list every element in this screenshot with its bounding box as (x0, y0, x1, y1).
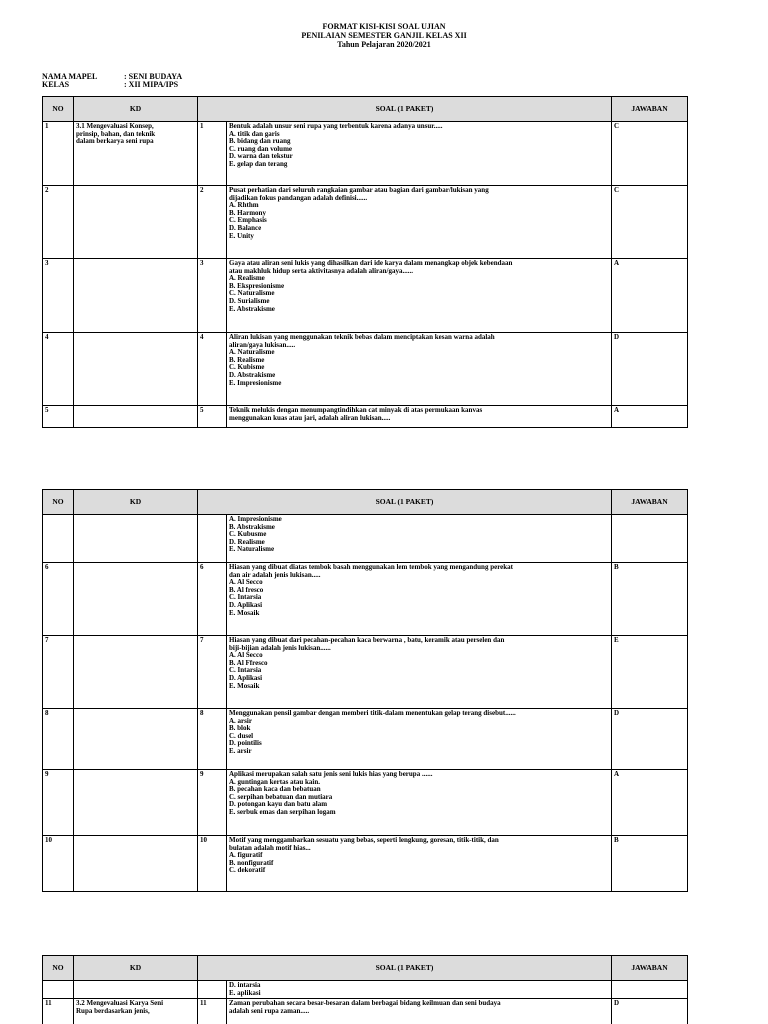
question-text-line: E. Naturalisme (229, 545, 275, 554)
question-text-line: D. Aplikasi (229, 600, 263, 609)
column-header-soal: SOAL (1 PAKET) (198, 97, 612, 122)
question-number: 9 (198, 770, 227, 836)
competency-cell (74, 186, 198, 259)
competency-cell (74, 563, 198, 636)
question-number: 8 (198, 709, 227, 770)
question-text-line: A. Al Secco (229, 651, 263, 660)
question-text-line: E. Unity (229, 231, 254, 240)
question-cell (227, 333, 612, 406)
question-row (43, 259, 688, 333)
question-text-line: B. Al Ffresco (229, 658, 268, 667)
question-cell (227, 836, 612, 892)
question-number: 11 (198, 999, 227, 1024)
question-text-line: A. guntingan kertas atau kain. (229, 777, 321, 786)
question-cell (227, 122, 612, 186)
question-row (43, 709, 688, 770)
question-text-line: D. Surialisme (229, 296, 270, 305)
question-text-line: A. Realisme (229, 274, 265, 283)
question-row (43, 515, 688, 563)
question-row (43, 770, 688, 836)
column-header-jawaban: JAWABAN (612, 956, 688, 981)
question-text-line: D. potongan kayu dan batu alam (229, 800, 328, 809)
row-number: 9 (43, 770, 74, 836)
question-text-line: E. gelap dan terang (229, 159, 288, 168)
question-text-line: D. Abstrakisme (229, 370, 276, 379)
question-text-line: aliran/gaya lukisan..... (229, 340, 296, 349)
header-subtitle: PENILAIAN SEMESTER GANJIL KELAS XII (301, 31, 467, 40)
meta-label: KELAS (42, 80, 70, 89)
competency-cell (74, 515, 198, 563)
question-text-line: A. Rhthm (229, 201, 259, 210)
question-text-line: Pusat perhatian dari seluruh rangkaian gambar atau bagian dari gambar/lukisan yang (229, 186, 489, 194)
column-header-no: NO (43, 956, 74, 981)
question-text-line: B. Harmony (229, 208, 266, 217)
question-text-line: C. Intarsia (229, 666, 262, 675)
question-number: 1 (198, 122, 227, 186)
competency-text-line: dalam berkarya seni rupa (76, 137, 154, 146)
question-number: 2 (198, 186, 227, 259)
question-row (43, 636, 688, 709)
question-cell (227, 259, 612, 333)
header-year: Tahun Pelajaran 2020/2021 (337, 40, 431, 49)
header-title: FORMAT KISI-KISI SOAL UJIAN (322, 22, 446, 31)
question-row (43, 836, 688, 892)
column-header-soal: SOAL (1 PAKET) (198, 956, 612, 981)
row-number: 4 (43, 333, 74, 406)
row-number: 1 (43, 122, 74, 186)
question-text-line: dijadikan fokus pandangan adalah definisi...... (229, 193, 368, 202)
column-header-kd: KD (74, 956, 198, 981)
question-text-line: A. Al Secco (229, 578, 263, 587)
row-number: 3 (43, 259, 74, 333)
question-row (43, 406, 688, 428)
question-text-line: A. Impresionisme (229, 515, 282, 523)
column-header-jawaban: JAWABAN (612, 97, 688, 122)
question-text-line: C. Emphasis (229, 216, 267, 225)
question-text-line: Menggunakan pensil gambar dengan memberi titik-dalam menentukan gelap terang disebut...... (229, 709, 516, 717)
question-text-line: Motif yang menggambarkan sesuatu yang bebas, seperti lengkung, goresan, titik-titik, dan (229, 836, 499, 844)
question-text-line: E. aplikasi (229, 988, 261, 997)
row-number: 11 (43, 999, 74, 1024)
question-cell (227, 186, 612, 259)
meta-label: NAMA MAPEL (42, 72, 98, 81)
question-text-line: E. serbuk emas dan serpihan logam (229, 807, 336, 816)
question-text-line: C. Intarsia (229, 593, 262, 602)
question-text-line: Aliran lukisan yang menggunakan teknik bebas dalam menciptakan kesan warna adalah (229, 333, 495, 341)
question-text-line: D. Balance (229, 223, 262, 232)
column-header-jawaban: JAWABAN (612, 490, 688, 515)
answer-key: C (612, 122, 688, 186)
answer-key: A (612, 770, 688, 836)
document-header (0, 22, 768, 49)
question-cell (227, 981, 612, 999)
question-text-line: D. pointilis (229, 739, 262, 748)
question-text-line: A. titik dan garis (229, 129, 280, 138)
question-text-line: B. pecahan kaca dan bebatuan (229, 785, 321, 794)
table-header-row (43, 97, 688, 122)
column-header-no: NO (43, 490, 74, 515)
question-text-line: E. Impresionisme (229, 378, 282, 387)
competency-cell (74, 981, 198, 999)
question-text-line: Bentuk adalah unsur seni rupa yang terbentuk karena adanya unsur..... (229, 122, 443, 130)
question-grid-table (42, 955, 688, 1024)
competency-text-line: 3.2 Mengevaluasi Karya Seni (76, 999, 164, 1008)
competency-cell (74, 333, 198, 406)
row-number (43, 981, 74, 999)
question-text-line: B. Al fresco (229, 585, 264, 594)
question-cell (227, 999, 612, 1024)
answer-key: E (612, 636, 688, 709)
question-text-line: A. figuratif (229, 851, 263, 860)
question-text-line: E. Abstrakisme (229, 304, 275, 313)
question-text-line: Hiasan yang dibuat dari pecahan-pecahan kaca berwarna , batu, keramik atau perselen dan (229, 636, 505, 644)
subject-info (42, 73, 182, 89)
question-text-line: B. Realisme (229, 355, 265, 364)
question-cell (227, 515, 612, 563)
question-row (43, 563, 688, 636)
competency-cell (74, 999, 198, 1024)
question-row (43, 186, 688, 259)
answer-key (612, 515, 688, 563)
meta-row-class (42, 81, 182, 89)
competency-cell (74, 636, 198, 709)
question-text-line: Zaman perubahan secara besar-besaran dalam berbagai bidang keilmuan dan seni budaya (229, 999, 501, 1008)
question-cell (227, 709, 612, 770)
row-number: 5 (43, 406, 74, 428)
question-text-line: menggunakan kuas atau jari, adalah aliran lukisan..... (229, 413, 391, 422)
row-number: 6 (43, 563, 74, 636)
question-row (43, 122, 688, 186)
question-text-line: B. Ekspresionisme (229, 281, 285, 290)
competency-cell (74, 259, 198, 333)
competency-cell (74, 709, 198, 770)
question-text-line: C. ruang dan volume (229, 144, 293, 153)
question-row (43, 999, 688, 1024)
question-text-line: C. Naturalisme (229, 289, 275, 298)
meta-value: : SENI BUDAYA (124, 72, 183, 81)
question-cell (227, 636, 612, 709)
question-number: 5 (198, 406, 227, 428)
question-number (198, 515, 227, 563)
answer-key: B (612, 563, 688, 636)
answer-key: A (612, 259, 688, 333)
column-header-kd: KD (74, 97, 198, 122)
question-text-line: A. Naturalisme (229, 348, 275, 357)
question-text-line: E. arsir (229, 746, 252, 755)
question-text-line: E. Mosaik (229, 681, 260, 690)
question-cell (227, 563, 612, 636)
competency-cell (74, 836, 198, 892)
question-number: 4 (198, 333, 227, 406)
question-cell (227, 770, 612, 836)
question-text-line: C. Kubusme (229, 530, 267, 539)
answer-key: B (612, 836, 688, 892)
row-number (43, 515, 74, 563)
question-text-line: D. intarsia (229, 981, 261, 989)
question-number: 7 (198, 636, 227, 709)
row-number: 2 (43, 186, 74, 259)
question-text-line: B. Abstrakisme (229, 522, 275, 531)
table-header-row (43, 956, 688, 981)
question-text-line: C. dusel (229, 731, 254, 740)
question-text-line: Hiasan yang dibuat diatas tembok basah menggunakan lem tembok yang mengandung perekat (229, 563, 514, 571)
answer-key: D (612, 999, 688, 1024)
answer-key: D (612, 333, 688, 406)
competency-cell (74, 770, 198, 836)
question-number: 10 (198, 836, 227, 892)
question-text-line: B. bidang dan ruang (229, 137, 291, 146)
question-text-line: biji-bijian adalah jenis lukisan...... (229, 643, 331, 652)
question-text-line: Teknik melukis dengan menumpangtindihkan cat minyak di atas permukaan kanvas (229, 406, 483, 414)
question-number: 6 (198, 563, 227, 636)
competency-text-line: prinsip, bahan, dan teknik (76, 129, 156, 138)
question-text-line: bulatan adalah motif hias... (229, 843, 311, 852)
question-cell (227, 406, 612, 428)
question-text-line: B. nonfiguratif (229, 858, 274, 867)
competency-text-line: 3.1 Mengevaluasi Konsep, (76, 122, 154, 130)
question-text-line: C. dekoratif (229, 866, 266, 875)
question-grid-table (42, 96, 688, 428)
question-text-line: adalah seni rupa zaman..... (229, 1006, 310, 1015)
row-number: 7 (43, 636, 74, 709)
question-row (43, 981, 688, 999)
question-text-line: C. Kubisme (229, 363, 265, 372)
question-text-line: D. warna dan tekstur (229, 152, 293, 161)
question-text-line: D. Realisme (229, 537, 265, 546)
answer-key (612, 981, 688, 999)
competency-text-line: Rupa berdasarkan jenis, (76, 1006, 150, 1015)
question-text-line: C. serpihan bebatuan dan mutiara (229, 792, 333, 801)
answer-key: A (612, 406, 688, 428)
competency-cell (74, 122, 198, 186)
question-row (43, 333, 688, 406)
competency-cell (74, 406, 198, 428)
answer-key: D (612, 709, 688, 770)
question-text-line: E. Mosaik (229, 608, 260, 617)
question-text-line: B. blok (229, 724, 251, 733)
meta-value: : XII MIPA/IPS (124, 80, 179, 89)
question-text-line: dan air adalah jenis lukisan..... (229, 570, 321, 579)
question-number (198, 981, 227, 999)
answer-key: C (612, 186, 688, 259)
column-header-soal: SOAL (1 PAKET) (198, 490, 612, 515)
table-header-row (43, 490, 688, 515)
question-text-line: Aplikasi merupakan salah satu jenis seni lukis hias yang berupa ...... (229, 770, 433, 778)
column-header-kd: KD (74, 490, 198, 515)
row-number: 10 (43, 836, 74, 892)
question-text-line: atau makhluk hidup serta aktivitasnya adalah aliran/gaya...... (229, 266, 413, 275)
row-number: 8 (43, 709, 74, 770)
question-text-line: D. Aplikasi (229, 673, 263, 682)
question-grid-table (42, 489, 688, 892)
question-number: 3 (198, 259, 227, 333)
question-text-line: Gaya atau aliran seni lukis yang dihasilkan dari ide karya dalam menangkap objek kebendaan (229, 259, 513, 267)
question-text-line: A. arsir (229, 716, 252, 725)
column-header-no: NO (43, 97, 74, 122)
